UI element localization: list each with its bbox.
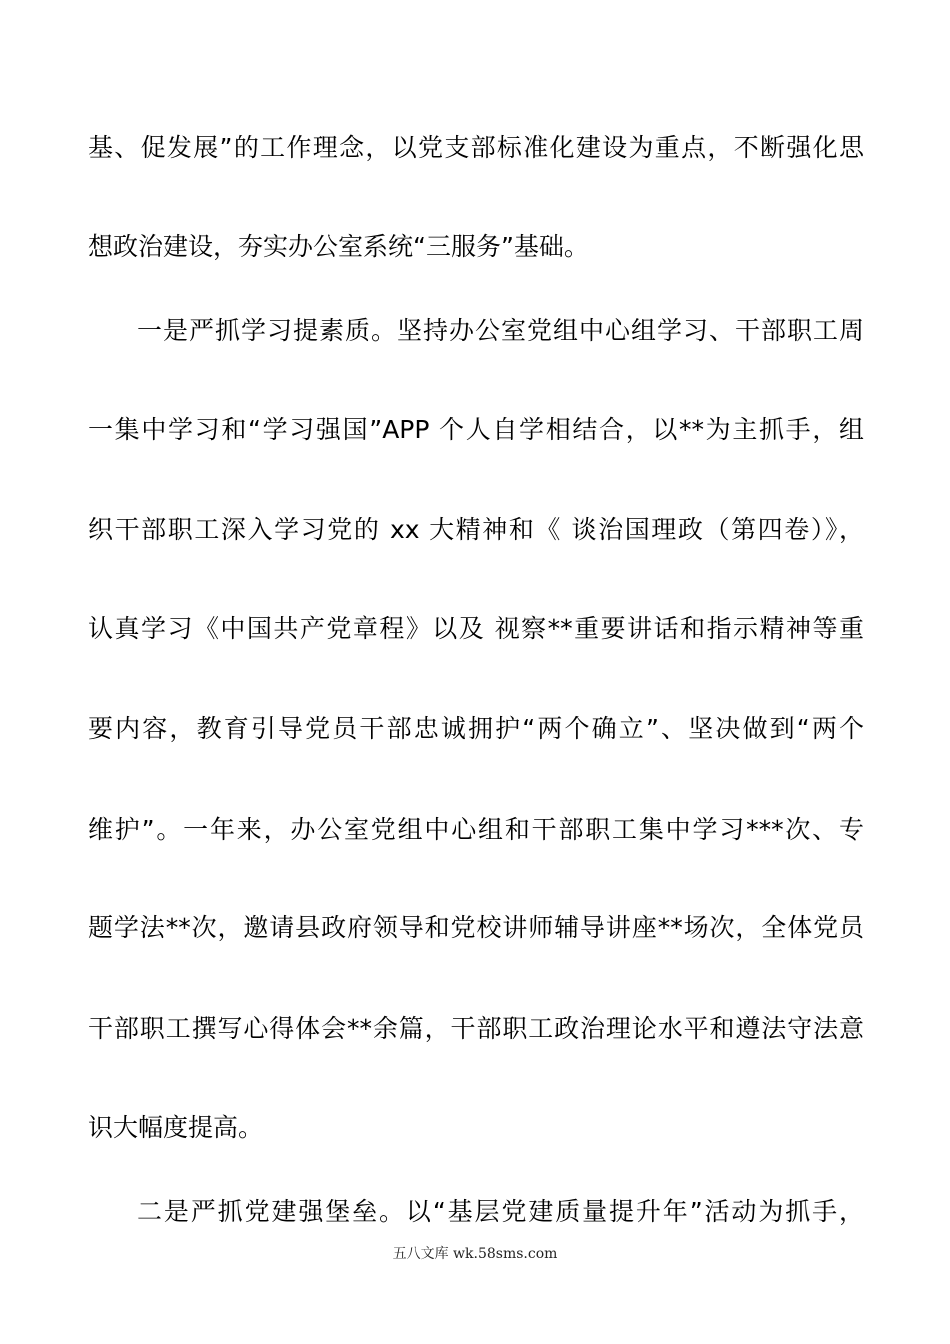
paragraph-line: 干部职工撰写心得体会**余篇，干部职工政治理论水平和遵法守法意 bbox=[88, 1014, 864, 1043]
paragraph-line: 维护”。一年来，办公室党组中心组和干部职工集中学习***次、专 bbox=[88, 815, 864, 844]
paragraph-line: 想政治建设，夯实办公室系统“三服务”基础。 bbox=[88, 232, 589, 261]
paragraph-line: 一是严抓学习提素质。坚持办公室党组中心组学习、干部职工周 bbox=[137, 316, 864, 345]
paragraph-line: 一集中学习和“学习强国”APP 个人自学相结合，以**为主抓手，组 bbox=[88, 415, 864, 444]
paragraph-line: 识大幅度提高。 bbox=[88, 1113, 264, 1142]
paragraph-line: 要内容，教育引导党员干部忠诚拥护“两个确立”、坚决做到“两个 bbox=[88, 714, 864, 743]
paragraph-line: 织干部职工深入学习党的 xx 大精神和《 谈治国理政（第四卷）》， bbox=[88, 515, 864, 544]
paragraph-line: 认真学习《中国共产党章程》以及 视察**重要讲话和指示精神等重 bbox=[88, 614, 864, 643]
footer-watermark: 五八文库 wk.58sms.com bbox=[392, 1246, 558, 1262]
paragraph-line: 基、促发展”的工作理念，以党支部标准化建设为重点，不断强化思 bbox=[88, 133, 864, 162]
paragraph-line: 二是严抓党建强堡垒。以“基层党建质量提升年”活动为抓手， bbox=[137, 1197, 864, 1226]
paragraph-line: 题学法**次，邀请县政府领导和党校讲师辅导讲座**场次，全体党员 bbox=[88, 913, 864, 942]
